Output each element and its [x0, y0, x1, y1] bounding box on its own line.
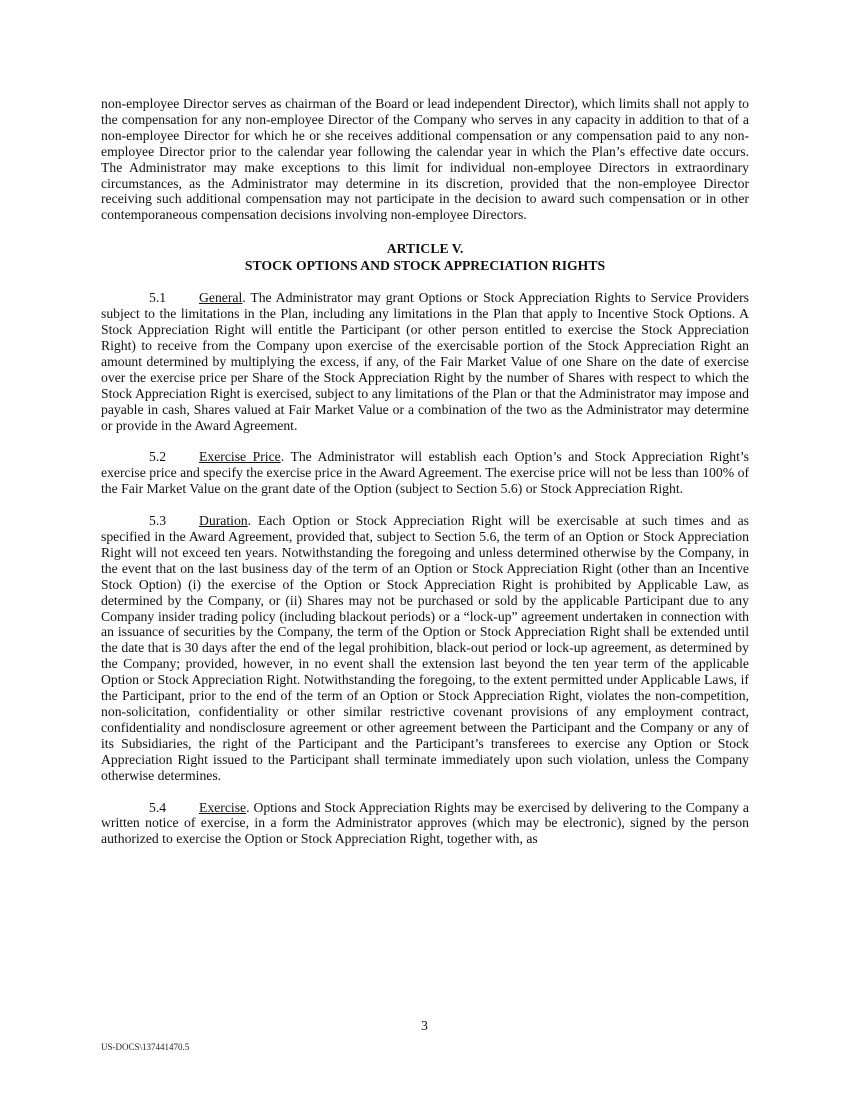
intro-paragraph: non-employee Director serves as chairman of the Board or lead independent Director), which limits shall not apply to the compensation for any non-employee Director of the Company who serves in any capacity in addition to that of a non-employee Director for which he or she receives additional compensation or any compensation paid to any non-employee Director prior to the calendar year following the calendar year in which the Plan’s effective date occurs. The Administrator may make exceptions to this limit for individual non-employee Directors in extraordinary circumstances, as the Administrator may determine in its discretion, provided that the non-employee Director receiving such additional compensation may not participate in the decision to award such compensation or in other contemporaneous compensation decisions involving non-employee Directors.	[101, 96, 749, 223]
article-title: STOCK OPTIONS AND STOCK APPRECIATION RIGHTS	[244, 257, 606, 273]
section-heading: Duration	[199, 513, 248, 529]
section-number: 5.1	[149, 290, 167, 306]
section-body: . Options and Stock Appreciation Rights may be exercised by delivering to the Company a written notice of exercise, in a form the Administrator approves (which may be electronic), signed by the person authorized to exercise the Option or Stock Appreciation Right, together with, as	[101, 799, 749, 847]
section-heading: General	[199, 290, 243, 306]
section-body: . Each Option or Stock Appreciation Right will be exercisable at such times and as specified in the Award Agreement, provided that, subject to Section 5.6, the term of an Option or Stock Appreciation Right will not exceed ten years. Notwithstanding the foregoing and unless determined otherwise by the Company, in the event that on the last business day of the term of an Option or Stock Appreciation Right (other than an Incentive Stock Option) (i) the exercise of the Option or Stock Appreciation Right is prohibited by Applicable Law, as determined by the Company, or (ii) Shares may not be purchased or sold by the applicable Participant due to any Company insider trading policy (including blackout periods) or a “lock-up” agreement undertaken in connection with an issuance of securities by the Company, the term of the Option or Stock Appreciation Right shall be extended until the date that is 30 days after the end of the legal prohibition, black-out period or lock-up agreement, as determined by the Company; provided, however, in no event shall the extension last beyond the ten year term of the applicable Option or Stock Appreciation Right. Notwithstanding the foregoing, to the extent permitted under Applicable Laws, if the Participant, prior to the end of the term of an Option or Stock Appreciation Right, violates the non-competition, non-solicitation, confidentiality or other similar restrictive covenant provisions of any employment contract, confidentiality and nondisclosure agreement or other agreement between the Participant and the Company or any of its Subsidiaries, the right of the Participant and the Participant’s transferees to exercise any Option or Stock Appreciation Right issued to the Participant shall terminate immediately upon such violation, unless the Company otherwise determines.	[101, 513, 749, 783]
page-number: 3	[421, 1018, 428, 1033]
section-heading: Exercise	[199, 799, 247, 815]
section-5-3	[101, 513, 749, 783]
section-body: . The Administrator may grant Options or Stock Appreciation Rights to Service Providers subject to the limitations in the Plan, including any limitations in the Plan that apply to Incentive Stock Options. A Stock Appreciation Right will entitle the Participant (or other person entitled to exercise the Stock Appreciation Right) to receive from the Company upon exercise of the exercisable portion of the Stock Appreciation Right an amount determined by multiplying the excess, if any, of the Fair Market Value of one Share on the date of exercise over the exercise price per Share of the Stock Appreciation Right by the number of Shares with respect to which the Stock Appreciation Right is exercised, subject to any limitations of the Plan or that the Administrator may impose and payable in cash, Shares valued at Fair Market Value or a combination of the two as the Administrator may determine or provide in the Award Agreement.	[101, 290, 749, 433]
section-5-2	[101, 449, 749, 497]
section-heading: Exercise Price	[199, 449, 281, 465]
page-content	[101, 96, 749, 863]
section-number: 5.4	[149, 799, 167, 815]
article-number: ARTICLE V.	[386, 241, 464, 257]
section-body: . The Administrator will establish each Option’s and Stock Appreciation Right’s exercise price and specify the exercise price in the Award Agreement. The exercise price will not be less than 100% of the Fair Market Value on the grant date of the Option (subject to Section 5.6) or Stock Appreciation Right.	[101, 449, 749, 497]
section-5-4	[101, 800, 749, 848]
section-number: 5.2	[149, 449, 167, 465]
section-number: 5.3	[149, 513, 167, 529]
section-5-1	[101, 290, 749, 433]
document-id: US-DOCS\137441470.5	[101, 1042, 190, 1052]
article-heading	[101, 241, 749, 274]
